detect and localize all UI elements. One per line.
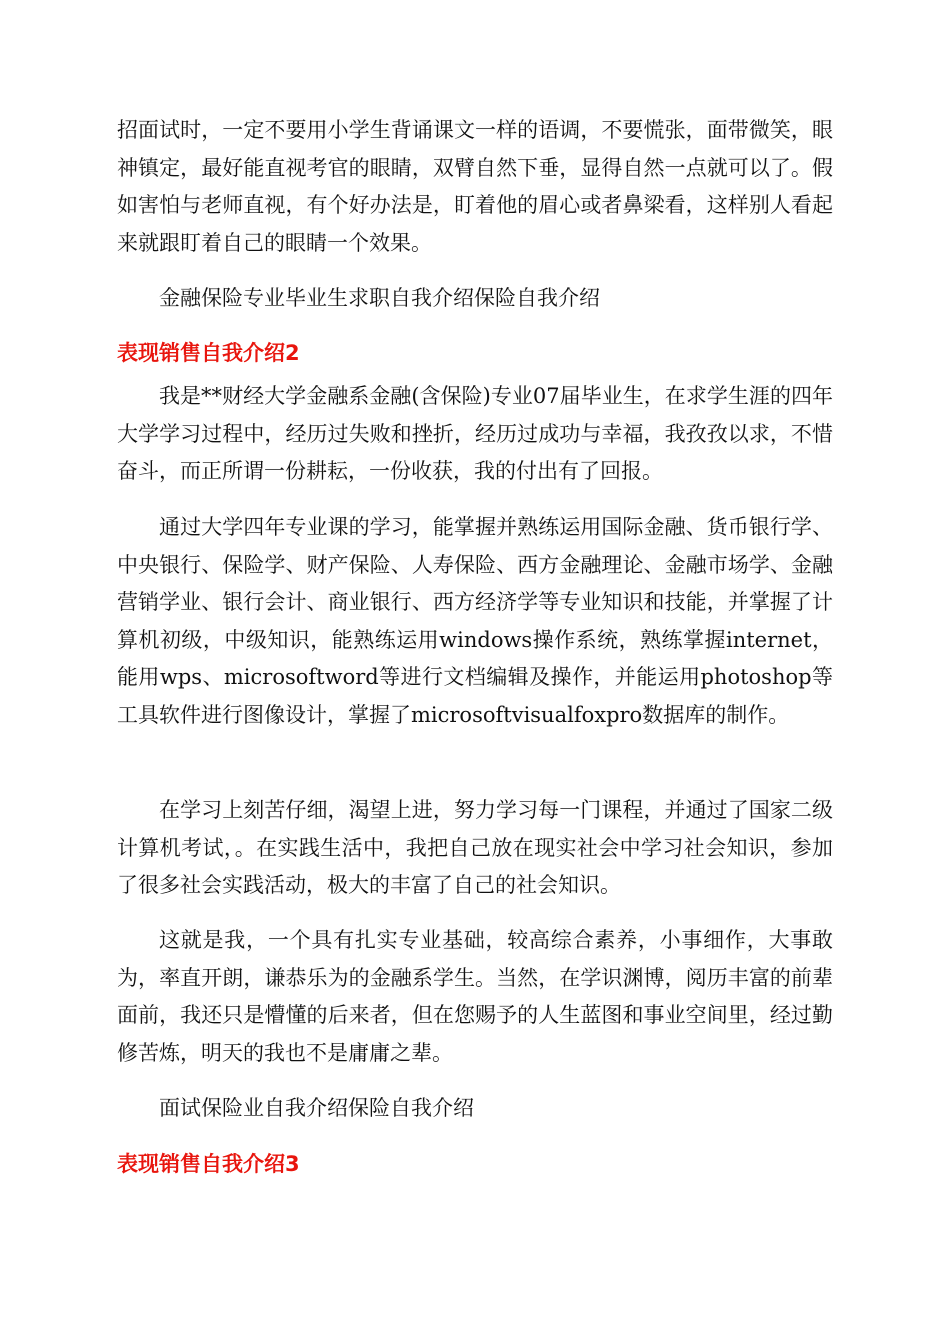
paragraph-summary: 这就是我，一个具有扎实专业基础，较高综合素养，小事细作，大事敢为，率直开朗，谦恭乐为的金融系学生。当然，在学识渊博，阅历丰富的前辈面前，我还只是懵懂的后来者，但在您赐予的人生蓝图和事业空间里，经过勤修苦炼，明天的我也不是庸庸之辈。 [117, 928, 833, 1065]
paragraph-study-practice: 在学习上刻苦仔细，渴望上进，努力学习每一门课程，并通过了国家二级计算机考试，。在实践生活中，我把自己放在现实社会中学习社会知识，参加了很多社会实践活动，极大的丰富了自己的社会知识。 [117, 798, 833, 898]
paragraph-self-intro: 我是**财经大学金融系金融(含保险)专业07届毕业生，在求学生涯的四年大学学习过程中，经历过失败和挫折，经历过成功与幸福，我孜孜以求，不惜奋斗，而正所谓一份耕耘，一份收获，我的付出有了回报。 [117, 384, 833, 484]
paragraph-interview-tips: 招面试时，一定不要用小学生背诵课文一样的语调，不要慌张，面带微笑，眼神镇定，最好能直视考官的眼睛，双臂自然下垂，显得自然一点就可以了。假如害怕与老师直视，有个好办法是，盯着他的眉心或者鼻梁看，这样别人看起来就跟盯着自己的眼睛一个效果。 [117, 118, 833, 255]
caption-finance-insurance: 金融保险专业毕业生求职自我介绍保险自我介绍 [159, 286, 600, 310]
caption-interview-insurance: 面试保险业自我介绍保险自我介绍 [159, 1096, 474, 1120]
section-heading-2: 表现销售自我介绍2 [117, 341, 300, 365]
paragraph-courses-skills: 通过大学四年专业课的学习，能掌握并熟练运用国际金融、货币银行学、中央银行、保险学、财产保险、人寿保险、西方金融理论、金融市场学、金融营销学业、银行会计、商业银行、西方经济学等专业知识和技能，并掌握了计算机初级，中级知识，能熟练运用windows操作系统，熟练掌握internet，能用wps、microsoftword等进行文档编辑及操作，并能运用photoshop等工具软件进行图像设计，掌握了microsoftvisualfoxpro数据库的制作。 [117, 515, 833, 727]
section-heading-3: 表现销售自我介绍3 [117, 1152, 300, 1176]
